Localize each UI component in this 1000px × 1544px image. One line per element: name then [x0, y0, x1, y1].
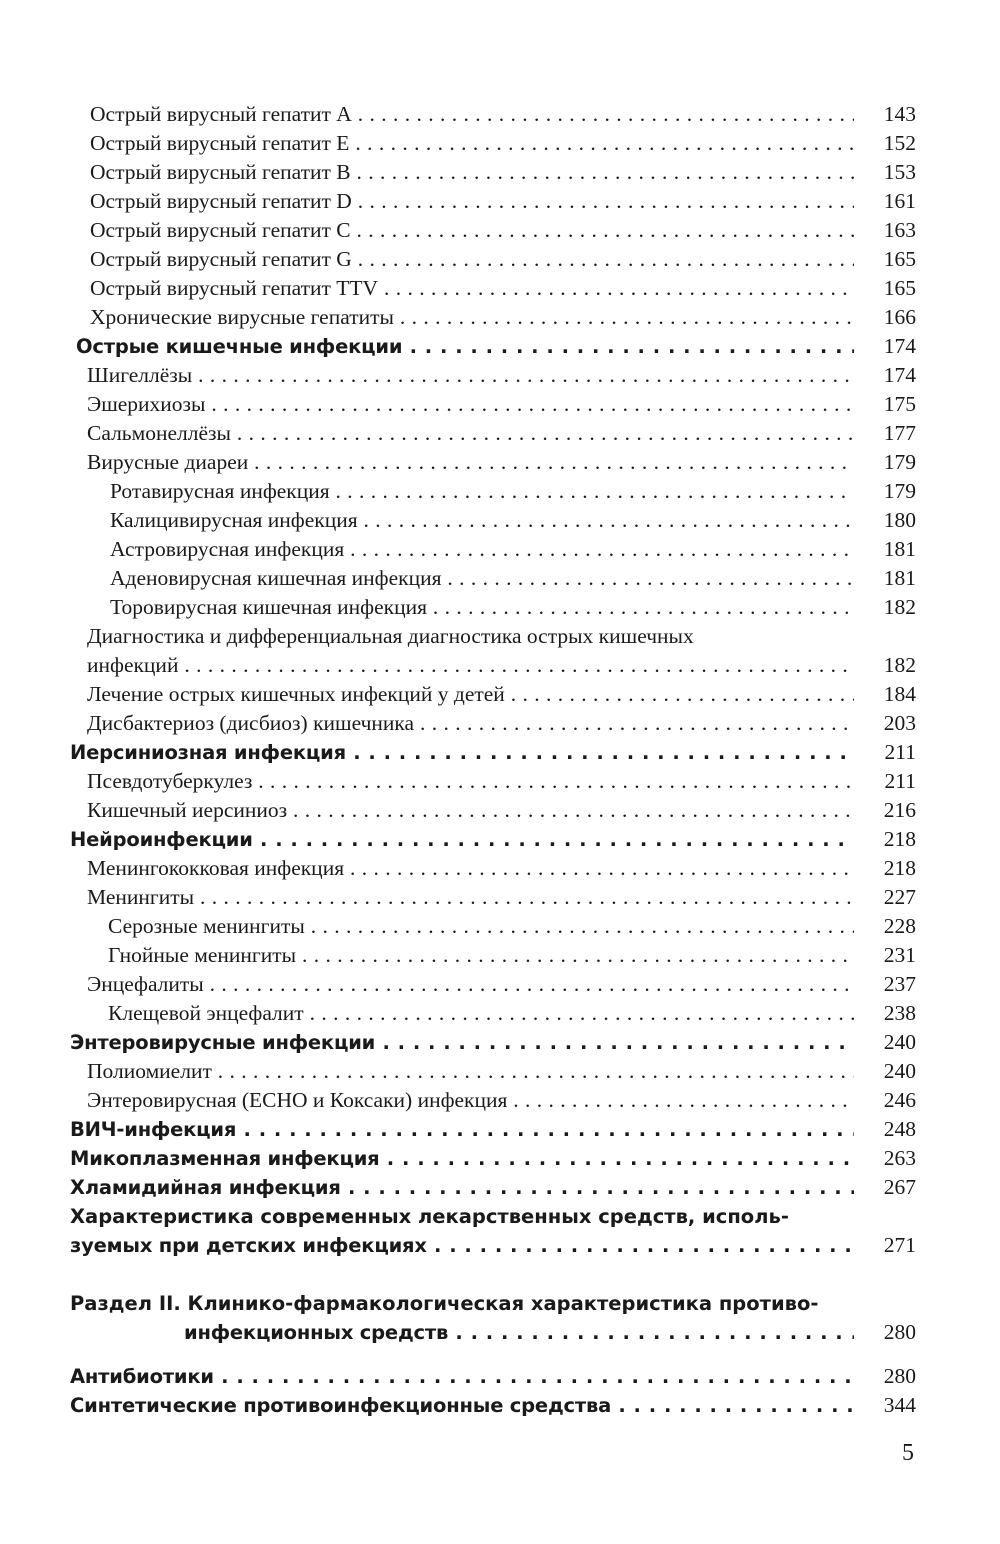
toc-entry-page: 165: [883, 276, 916, 300]
toc-entry: [0, 796, 1000, 825]
toc-entry-page: 203: [883, 711, 916, 735]
toc-entry: [0, 158, 1000, 187]
toc-entry: [0, 1362, 1000, 1391]
toc-entry-title: Шигеллёзы . . .: [87, 361, 854, 390]
toc-entry-page: 218: [883, 827, 916, 851]
toc-entry-title: Эшерихиозы . . .: [87, 390, 854, 419]
toc-entry-page: 166: [883, 305, 916, 329]
toc-entry-title: Энтеровирусная (ЕСНО и Коксаки) инфекция . . .: [87, 1086, 854, 1115]
toc-entry-title: Менингиты . . .: [87, 883, 854, 912]
toc-entry-title: Дисбактериоз (дисбиоз) кишечника . . .: [87, 709, 854, 738]
toc-entry-page: 180: [883, 508, 916, 532]
toc-entry-page: 165: [883, 247, 916, 271]
toc-entry-title: инфекционных средств . . .: [184, 1318, 854, 1347]
toc-entry-page: 267: [883, 1175, 916, 1199]
toc-entry: [0, 767, 1000, 796]
toc-entry-title: Антибиотики . . .: [70, 1362, 854, 1391]
toc-entry-title: Острый вирусный гепатит В . . .: [90, 158, 854, 187]
toc-entry-page: 152: [883, 131, 916, 155]
toc-spacer: [0, 1260, 1000, 1289]
toc-entry: [0, 1028, 1000, 1057]
toc-entry: [0, 1289, 1000, 1318]
toc-entry-page: 181: [883, 566, 916, 590]
toc-entry: [0, 477, 1000, 506]
toc-entry-title: Аденовирусная кишечная инфекция . . .: [110, 564, 854, 593]
toc-entry-title: Энцефалиты . . .: [87, 970, 854, 999]
toc-entry: [0, 564, 1000, 593]
toc-entry: [0, 274, 1000, 303]
toc-entry: [0, 332, 1000, 361]
toc-entry-title: Характеристика современных лекарственных средств, исполь-: [70, 1205, 789, 1228]
toc-entry: [0, 825, 1000, 854]
toc-entry-page: 211: [884, 769, 916, 793]
toc-entry-page: 163: [883, 218, 916, 242]
toc-entry-title: зуемых при детских инфекциях . . .: [70, 1231, 854, 1260]
page-number: 5: [902, 1440, 914, 1466]
toc-entry-title: Сальмонеллёзы . . .: [87, 419, 854, 448]
toc-entry-title: Острый вирусный гепатит С . . .: [90, 216, 854, 245]
toc-entry: [0, 506, 1000, 535]
toc-entry: [0, 1318, 1000, 1347]
toc-entry-title: Раздел II. Клинико-фармакологическая характеристика противо-: [70, 1292, 819, 1315]
toc-entry-title: Острый вирусный гепатит G . . .: [90, 245, 854, 274]
toc-entry: [0, 709, 1000, 738]
toc-entry: [0, 854, 1000, 883]
toc-entry: [0, 970, 1000, 999]
toc-spacer: [0, 1347, 1000, 1362]
toc-entry: [0, 303, 1000, 332]
toc-entry-title: Энтеровирусные инфекции . . .: [70, 1028, 854, 1057]
toc-entry-page: 161: [883, 189, 916, 213]
toc-entry-page: 246: [883, 1088, 916, 1112]
toc-entry: [0, 1144, 1000, 1173]
toc-entry-page: 177: [883, 421, 916, 445]
toc-entry-title: Острый вирусный гепатит А . . .: [90, 100, 854, 129]
toc-entry-title: Полиомиелит . . .: [87, 1057, 854, 1086]
toc-entry: [0, 651, 1000, 680]
toc-entry-title: Вирусные диареи . . .: [87, 448, 854, 477]
toc-entry-title: Нейроинфекции . . .: [70, 825, 854, 854]
toc-entry-page: 248: [883, 1117, 916, 1141]
toc-entry: [0, 1086, 1000, 1115]
toc-entry: [0, 187, 1000, 216]
toc-entry-page: 153: [883, 160, 916, 184]
toc-entry-page: 231: [883, 943, 916, 967]
toc-entry-title: Псевдотуберкулез . . .: [87, 767, 854, 796]
toc-entry: [0, 999, 1000, 1028]
toc-entry: [0, 912, 1000, 941]
toc-entry-title: Острый вирусный гепатит D . . .: [90, 187, 854, 216]
toc-entry-page: 263: [883, 1146, 916, 1170]
toc-entry-page: 344: [883, 1393, 916, 1417]
toc-entry-page: 181: [883, 537, 916, 561]
toc-entry-title: Лечение острых кишечных инфекций у детей . . .: [87, 680, 854, 709]
toc-entry: [0, 361, 1000, 390]
toc-entry-page: 211: [884, 740, 916, 764]
toc-entry-title: Диагностика и дифференциальная диагностика острых кишечных: [87, 624, 694, 648]
toc-entry: [0, 245, 1000, 274]
toc-entry: [0, 448, 1000, 477]
toc-entry-title: Микоплазменная инфекция . . .: [70, 1144, 854, 1173]
toc-entry: [0, 1173, 1000, 1202]
toc-entry: [0, 1202, 1000, 1231]
toc-entry-page: 237: [883, 972, 916, 996]
toc-entry-title: Серозные менингиты . . .: [108, 912, 854, 941]
toc-entry-page: 182: [883, 653, 916, 677]
toc-entry-page: 174: [883, 334, 916, 358]
toc-entry-title: Гнойные менингиты . . .: [108, 941, 854, 970]
toc-entry-page: 179: [883, 479, 916, 503]
toc-entry-title: Астровирусная инфекция . . .: [110, 535, 854, 564]
toc-entry-page: 216: [883, 798, 916, 822]
toc-entry: [0, 622, 1000, 651]
toc-entry-title: Калицивирусная инфекция . . .: [110, 506, 854, 535]
toc-entry-title: Кишечный иерсиниоз . . .: [87, 796, 854, 825]
toc-entry: [0, 129, 1000, 158]
toc-entry-page: 240: [883, 1030, 916, 1054]
toc-entry-title: Хронические вирусные гепатиты . . .: [90, 303, 854, 332]
toc-entry: [0, 1231, 1000, 1260]
table-of-contents: [0, 100, 1000, 1420]
toc-entry: [0, 419, 1000, 448]
toc-entry: [0, 680, 1000, 709]
toc-entry-page: 227: [883, 885, 916, 909]
toc-entry: [0, 1391, 1000, 1420]
toc-entry-title: Острые кишечные инфекции . . .: [76, 332, 854, 361]
toc-entry: [0, 738, 1000, 767]
toc-entry-title: Ротавирусная инфекция . . .: [110, 477, 854, 506]
toc-entry-title: ВИЧ-инфекция . . .: [70, 1115, 854, 1144]
toc-entry: [0, 535, 1000, 564]
toc-entry-page: 179: [883, 450, 916, 474]
toc-entry-page: 271: [883, 1233, 916, 1257]
toc-entry-page: 174: [883, 363, 916, 387]
toc-entry: [0, 100, 1000, 129]
toc-entry-page: 175: [883, 392, 916, 416]
toc-entry-page: 218: [883, 856, 916, 880]
toc-entry-page: 280: [883, 1364, 916, 1388]
toc-entry-title: инфекций . . .: [87, 651, 854, 680]
toc-entry-title: Хламидийная инфекция . . .: [70, 1173, 854, 1202]
toc-entry-page: 184: [883, 682, 916, 706]
toc-entry-title: Острый вирусный гепатит Е . . .: [90, 129, 854, 158]
toc-entry-page: 228: [883, 914, 916, 938]
toc-entry: [0, 1115, 1000, 1144]
toc-entry: [0, 883, 1000, 912]
toc-entry: [0, 390, 1000, 419]
toc-entry-title: Острый вирусный гепатит TTV . . .: [90, 274, 854, 303]
toc-entry-page: 280: [883, 1320, 916, 1344]
toc-entry-page: 143: [883, 102, 916, 126]
toc-entry-title: Торовирусная кишечная инфекция . . .: [110, 593, 854, 622]
toc-entry: [0, 593, 1000, 622]
toc-entry: [0, 1057, 1000, 1086]
toc-entry-title: Иерсиниозная инфекция . . .: [70, 738, 854, 767]
toc-entry-title: Клещевой энцефалит . . .: [108, 999, 854, 1028]
toc-entry-page: 238: [883, 1001, 916, 1025]
toc-entry-page: 182: [883, 595, 916, 619]
toc-entry-title: Синтетические противоинфекционные средства . . .: [70, 1391, 854, 1420]
toc-entry: [0, 216, 1000, 245]
toc-entry-title: Менингококковая инфекция . . .: [87, 854, 854, 883]
toc-entry: [0, 941, 1000, 970]
toc-entry-page: 240: [883, 1059, 916, 1083]
